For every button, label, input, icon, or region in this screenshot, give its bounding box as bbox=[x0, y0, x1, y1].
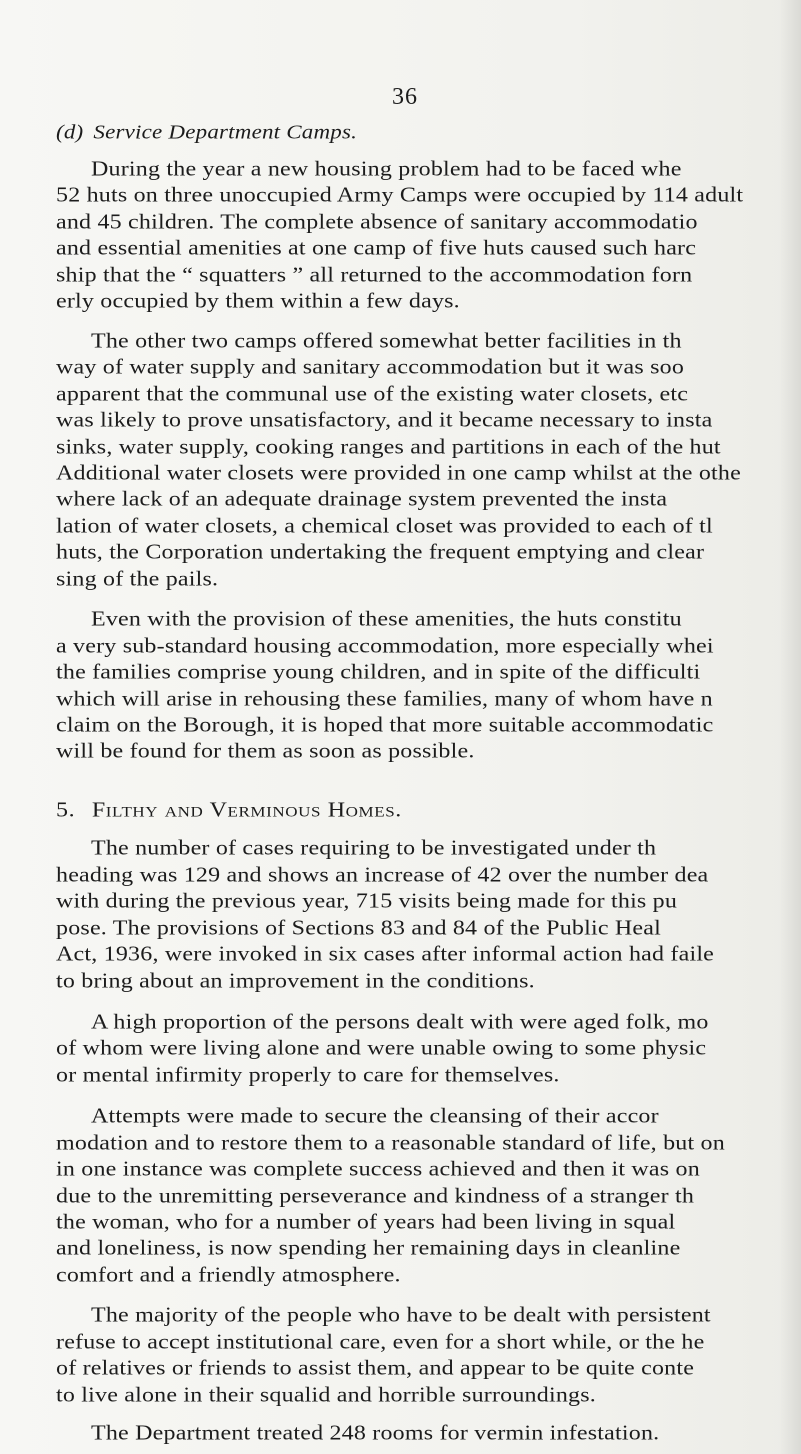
paragraph-line: Even with the provision of these amenities, the huts constitu bbox=[91, 607, 682, 631]
paragraph-line: 52 huts on three unoccupied Army Camps were occupied by 114 adult bbox=[56, 183, 744, 207]
paragraph-line: apparent that the communal use of the existing water closets, etc bbox=[56, 382, 689, 406]
section-number: 5. bbox=[56, 798, 76, 822]
paragraph-line: which will arise in rehousing these families, many of whom have n bbox=[56, 687, 713, 711]
paragraph-line: will be found for them as soon as possible. bbox=[56, 739, 475, 763]
paragraph-line: huts, the Corporation undertaking the frequent emptying and clear bbox=[56, 540, 705, 564]
paragraph-line: ship that the “ squatters ” all returned to the accommodation forn bbox=[56, 263, 693, 287]
paragraph-line: The number of cases requiring to be investigated under th bbox=[91, 836, 657, 860]
paragraph-line: of relatives or friends to assist them, and appear to be quite conte bbox=[56, 1356, 695, 1380]
page-number: 36 bbox=[392, 84, 418, 110]
paragraph-line: erly occupied by them within a few days. bbox=[56, 289, 460, 313]
paragraph-line: to bring about an improvement in the conditions. bbox=[56, 969, 535, 993]
paragraph-line: heading was 129 and shows an increase of 42 over the number dea bbox=[56, 863, 709, 887]
paragraph-line: or mental infirmity properly to care for themselves. bbox=[56, 1063, 560, 1087]
section-title: Filthy and Verminous Homes. bbox=[91, 798, 402, 822]
paragraph-line: in one instance was complete success achieved and then it was on bbox=[56, 1157, 700, 1181]
paragraph-line: Attempts were made to secure the cleansing of their accor bbox=[91, 1104, 659, 1128]
paragraph-line: claim on the Borough, it is hoped that more suitable accommodatic bbox=[56, 713, 714, 737]
paragraph-line: and loneliness, is now spending her remaining days in cleanline bbox=[56, 1236, 681, 1260]
paragraph-line: sinks, water supply, cooking ranges and partitions in each of the hut bbox=[56, 435, 721, 459]
paragraph-line: comfort and a friendly atmosphere. bbox=[56, 1263, 401, 1287]
paragraph-line: The majority of the people who have to be dealt with persistent bbox=[91, 1303, 711, 1327]
paragraph-line: of whom were living alone and were unable owing to some physic bbox=[56, 1036, 707, 1060]
section-heading bbox=[56, 797, 801, 823]
paragraph-line: During the year a new housing problem had to be faced whe bbox=[91, 157, 682, 181]
subsection-heading bbox=[56, 119, 801, 145]
paragraph-line: due to the unremitting perseverance and kindness of a stranger th bbox=[56, 1184, 695, 1208]
paragraph-line: and 45 children. The complete absence of sanitary accommodatio bbox=[56, 210, 698, 234]
paragraph-line: modation and to restore them to a reasonable standard of life, but on bbox=[56, 1131, 725, 1155]
paragraph-line: lation of water closets, a chemical closet was provided to each of tl bbox=[56, 514, 713, 538]
paragraph-line: The other two camps offered somewhat better facilities in th bbox=[91, 329, 682, 353]
subsection-title: Service Department Camps. bbox=[93, 120, 358, 143]
paragraph-line: and essential amenities at one camp of five huts caused such harc bbox=[56, 236, 697, 260]
paragraph-line: Additional water closets were provided in one camp whilst at the othe bbox=[56, 461, 741, 485]
paragraph-line: way of water supply and sanitary accommodation but it was soo bbox=[56, 355, 685, 379]
paragraph-line: Act, 1936, were invoked in six cases after informal action had faile bbox=[56, 942, 715, 966]
paragraph-line: a very sub-standard housing accommodation, more especially whei bbox=[56, 634, 714, 658]
paragraph-line: refuse to accept institutional care, even for a short while, or the he bbox=[56, 1330, 705, 1354]
paragraph-line: the woman, who for a number of years had been living in squal bbox=[56, 1210, 676, 1234]
paragraph-line: with during the previous year, 715 visits being made for this pu bbox=[56, 889, 678, 913]
paragraph-line: where lack of an adequate drainage system prevented the insta bbox=[56, 487, 668, 511]
paragraph-line: the families comprise young children, and in spite of the difficulti bbox=[56, 660, 701, 684]
subsection-label: (d) bbox=[56, 120, 84, 143]
paragraph-line: pose. The provisions of Sections 83 and 84 of the Public Heal bbox=[56, 916, 662, 940]
paragraph-line: The Department treated 248 rooms for vermin infestation. bbox=[91, 1421, 660, 1445]
paragraph-line: was likely to prove unsatisfactory, and it became necessary to insta bbox=[56, 408, 713, 432]
paragraph-line: to live alone in their squalid and horrible surroundings. bbox=[56, 1383, 596, 1407]
paragraph-line: sing of the pails. bbox=[56, 567, 219, 591]
paragraph-line: A high proportion of the persons dealt with were aged folk, mo bbox=[91, 1010, 709, 1034]
